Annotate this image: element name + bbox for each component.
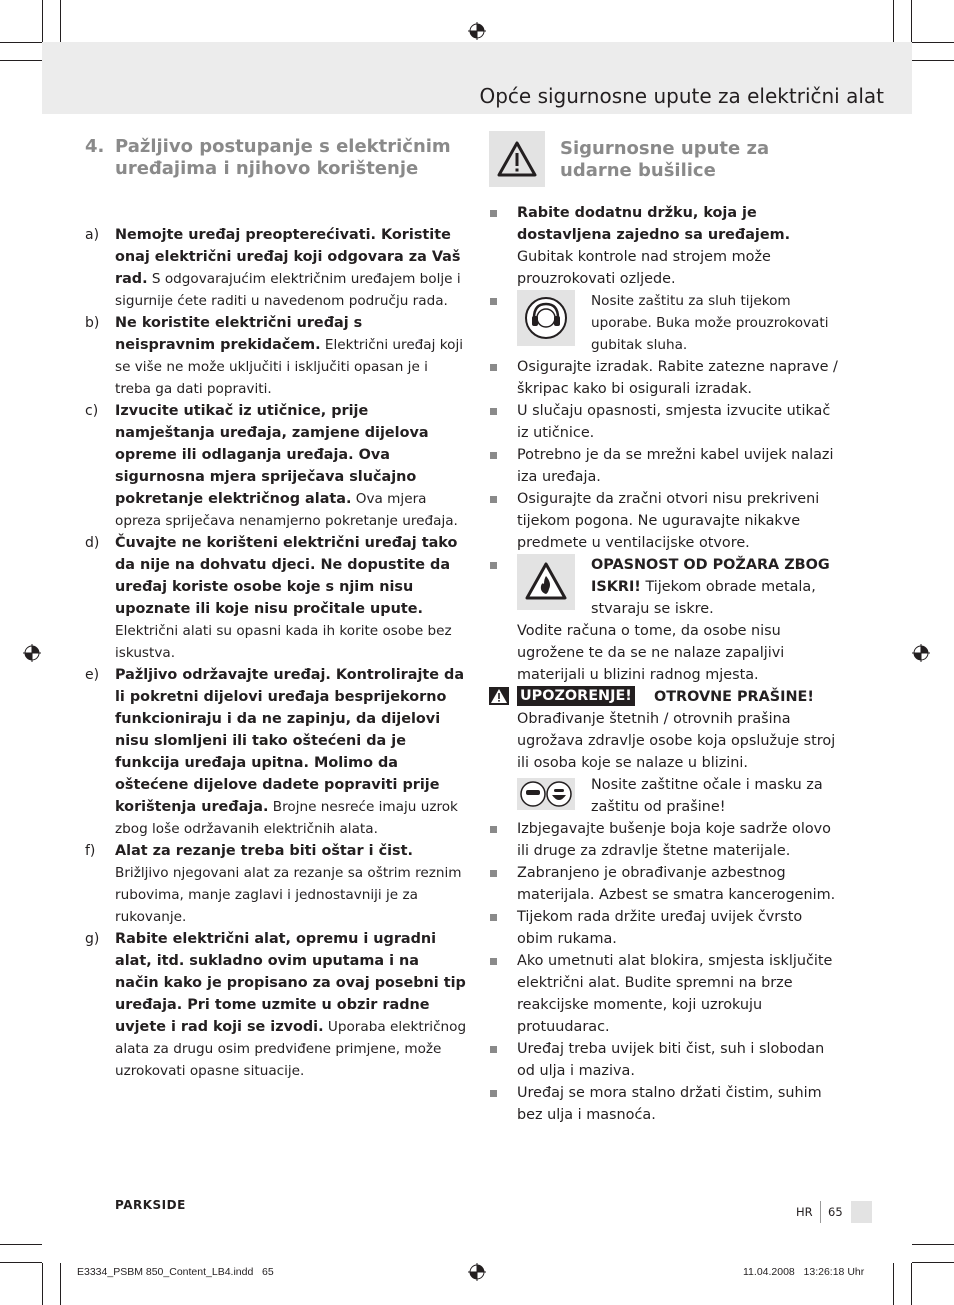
goggles-mask-icon bbox=[517, 778, 575, 810]
list-item bbox=[517, 818, 841, 862]
list-item bbox=[517, 202, 841, 290]
item-text: Nosite zaštitu za sluh tijekom uporabe. Buka može prouzrokovati gubitak sluha. bbox=[591, 293, 829, 353]
bullet-icon bbox=[490, 408, 497, 415]
list-item bbox=[517, 444, 841, 488]
registration-mark-icon bbox=[468, 22, 486, 40]
bullet-icon bbox=[490, 562, 497, 569]
crop-mark bbox=[893, 1263, 894, 1305]
list-item bbox=[517, 950, 841, 1038]
list-item bbox=[85, 928, 467, 1082]
warning-dust-row bbox=[517, 686, 841, 708]
fire-warning-detail: Tijekom obrade metala, stvaraju se iskre. bbox=[591, 579, 816, 617]
list-item bbox=[517, 862, 841, 906]
right-section-heading: Sigurnosne upute za udarne bušilice bbox=[560, 138, 770, 181]
paragraph: Vodite računa o tome, da osobe nisu ugrožene te da se ne nalaze zapaljivi materijali u blizini radnog mjesta. bbox=[517, 623, 785, 683]
crop-mark bbox=[911, 0, 912, 42]
item-bold-text: Alat za rezanje treba biti oštar i čist. bbox=[115, 843, 413, 859]
section-heading bbox=[85, 136, 465, 180]
warning-icon-box bbox=[489, 131, 545, 187]
item-text: Tijekom rada držite uređaj uvijek čvrsto obim rukama. bbox=[517, 909, 803, 947]
crop-mark bbox=[912, 42, 954, 43]
ear-protection-icon-box bbox=[517, 290, 575, 346]
item-bold-text: Čuvajte ne korišteni električni uređaj tako da nije na dohvatu djeci. Ne dopustite da uređaj koriste osobe koje s njim nisu upoznate ili koje nisu pročitale upute. bbox=[115, 535, 458, 617]
item-bold-text: Pažljivo održavajte uređaj. Kontrolirajte da li pokretni dijelovi uređaja besprijekorno funkcioniraju i da ne zapinju, da dijelovi nisu slomljeni ili tako oštećeni da je funkcija uređaja upitna. Molimo da oštećene dijelove dadete popraviti prije korištenja uređaja. bbox=[115, 667, 465, 815]
crop-mark bbox=[0, 60, 42, 61]
fire-warning-text bbox=[591, 554, 841, 620]
item-bold-text: Ne koristite električni uređaj s neispravnim prekidačem. bbox=[115, 315, 363, 353]
page-title: Opće sigurnosne upute za električni alat bbox=[479, 84, 884, 108]
list-item bbox=[85, 224, 467, 312]
crop-mark bbox=[60, 0, 61, 42]
crop-mark bbox=[912, 60, 954, 61]
list-item bbox=[85, 532, 467, 664]
item-text: Izbjegavajte bušenje boja koje sadrže olovo ili druge za zdravlje štetne materijale. bbox=[517, 821, 831, 859]
item-text: S odgovarajućim električnim uređajem bolje i sigurnije ćete raditi u navedenom području rada. bbox=[115, 271, 461, 309]
list-item bbox=[517, 554, 841, 620]
list-item bbox=[517, 290, 841, 356]
item-letter: f) bbox=[85, 843, 96, 859]
bullet-icon bbox=[490, 826, 497, 833]
bullet-icon bbox=[490, 1046, 497, 1053]
item-bold-text: Izvucite utikač iz utičnice, prije namještanja uređaja, zamjene dijelova opreme ili odlaganja uređaja. Ova sigurnosna mjera spriječava slučajno pokretanje električnog alata. bbox=[115, 403, 429, 507]
bullet-icon bbox=[490, 210, 497, 217]
crop-mark bbox=[42, 0, 43, 42]
fire-hazard-icon-box bbox=[517, 554, 575, 610]
item-bold-text: Rabite električni alat, opremu i ugradni alat, itd. sukladno ovim uputama i na način kako je propisano za ovaj posebni tip uređaja. Pri tome uzmite u obzir radne uvjete i rad koji se izvodi. bbox=[115, 931, 466, 1035]
item-letter: d) bbox=[85, 535, 100, 551]
goggles-mask-icon-box bbox=[517, 778, 575, 810]
file-slug: E3334_PSBM 850_Content_LB4.indd 65 bbox=[77, 1266, 274, 1278]
crop-mark bbox=[0, 1244, 42, 1245]
item-text: Gubitak kontrole nad strojem može prouzrokovati ozljede. bbox=[517, 249, 771, 287]
fire-hazard-icon bbox=[517, 554, 575, 610]
ear-protection-icon bbox=[517, 290, 575, 346]
crop-mark bbox=[912, 1262, 954, 1263]
crop-mark bbox=[912, 1244, 954, 1245]
warning-triangle-icon bbox=[489, 131, 545, 187]
bullet-icon bbox=[490, 496, 497, 503]
language-code: HR bbox=[796, 1205, 813, 1219]
list-item bbox=[85, 840, 467, 928]
item-text: Ova mjera opreza spriječava nenamjerno pokretanje uređaja. bbox=[115, 491, 458, 529]
item-text: Električni alati su opasni kada ih korite osobe bez iskustva. bbox=[115, 623, 452, 661]
warning-triangle-icon bbox=[489, 687, 509, 705]
list-item bbox=[517, 1038, 841, 1082]
footer-tab bbox=[851, 1201, 872, 1223]
list-item bbox=[517, 400, 841, 444]
fire-warning-bold: OPASNOST OD POŽARA ZBOG ISKRI! bbox=[591, 557, 830, 595]
list-item bbox=[517, 774, 841, 818]
crop-mark bbox=[42, 1263, 43, 1305]
footer-divider bbox=[820, 1201, 821, 1223]
bullet-icon bbox=[490, 298, 497, 305]
bullet-icon bbox=[490, 452, 497, 459]
date-slug: 11.04.2008 13:26:18 Uhr bbox=[743, 1266, 865, 1278]
item-text: Brojne nesreće imaju uzrok zbog loše održavanih električnih alata. bbox=[115, 799, 458, 837]
list-item bbox=[85, 664, 467, 840]
item-text: U slučaju opasnosti, smjesta izvucite utikač iz utičnice. bbox=[517, 403, 831, 441]
safety-list bbox=[85, 224, 467, 1082]
warning-label: UPOZORENJE! bbox=[517, 686, 635, 706]
bullet-icon bbox=[490, 914, 497, 921]
warning-title: OTROVNE PRAŠINE! bbox=[654, 689, 814, 705]
item-letter: a) bbox=[85, 227, 100, 243]
item-bold-text: Nemojte uređaj preopterećivati. Koristite onaj električni uređaj koji odgovara za Vaš rad. bbox=[115, 227, 461, 287]
bullet-icon bbox=[490, 958, 497, 965]
bullet-icon bbox=[490, 1090, 497, 1097]
item-text: Uređaj se mora stalno držati čistim, suhim bez ulja i masnoća. bbox=[517, 1085, 822, 1123]
crop-mark bbox=[893, 0, 894, 42]
item-text: Potrebno je da se mrežni kabel uvijek nalazi iza uređaja. bbox=[517, 447, 834, 485]
drill-safety-list bbox=[517, 202, 841, 1126]
list-item bbox=[517, 906, 841, 950]
item-letter: c) bbox=[85, 403, 99, 419]
item-text: Uređaj treba uvijek biti čist, suh i slobodan od ulja i maziva. bbox=[517, 1041, 825, 1079]
item-bold-text: Rabite dodatnu držku, koja je dostavljena zajedno sa uređajem. bbox=[517, 205, 791, 243]
item-letter: b) bbox=[85, 315, 100, 331]
registration-mark-icon bbox=[23, 644, 41, 662]
item-text: Osigurajte da zračni otvori nisu prekriveni tijekom pogona. Ne uguravajte nikakve predmete u ventilacijske otvore. bbox=[517, 491, 820, 551]
registration-mark-icon bbox=[468, 1263, 486, 1281]
item-text: Nosite zaštitne očale i masku za zaštitu od prašine! bbox=[591, 777, 823, 815]
brand-logo: PARKSIDE bbox=[115, 1198, 186, 1212]
page-number: 65 bbox=[828, 1205, 843, 1219]
bullet-icon bbox=[490, 364, 497, 371]
list-item bbox=[517, 356, 841, 400]
paragraph: Obrađivanje štetnih / otrovnih prašina ugrožava zdravlje osobe koja opslužuje stroj ili osoba koje se nalaze u blizini. bbox=[517, 711, 836, 771]
list-item bbox=[517, 488, 841, 554]
item-text: Brižljivo njegovani alat za rezanje sa oštrim reznim rubovima, manje zaglavi i jednostavniji je za rukovanje. bbox=[115, 865, 462, 925]
item-letter: e) bbox=[85, 667, 100, 683]
crop-mark bbox=[60, 1263, 61, 1305]
item-text: Osigurajte izradak. Rabite zatezne naprave / škripac kako bi osigurali izradak. bbox=[517, 359, 838, 397]
section-number: 4. bbox=[85, 136, 105, 157]
registration-mark-icon bbox=[912, 644, 930, 662]
bullet-icon bbox=[490, 870, 497, 877]
list-item bbox=[517, 1082, 841, 1126]
list-item bbox=[85, 312, 467, 400]
item-letter: g) bbox=[85, 931, 100, 947]
section-heading-text: Pažljivo postupanje s električnim uređajima i njihovo korištenje bbox=[115, 136, 451, 179]
item-text: Uporaba električnog alata za drugu osim predviđene primjene, može uzrokovati opasne situacije. bbox=[115, 1019, 467, 1079]
list-item bbox=[85, 400, 467, 532]
crop-mark bbox=[911, 1263, 912, 1305]
item-text: Električni uređaj koji se više ne može uključiti i isključiti opasan je i treba ga dati popraviti. bbox=[115, 337, 463, 397]
crop-mark bbox=[0, 42, 42, 43]
crop-mark bbox=[0, 1262, 42, 1263]
item-text: Zabranjeno je obrađivanje azbestnog materijala. Azbest se smatra kancerogenim. bbox=[517, 865, 836, 903]
item-text: Ako umetnuti alat blokira, smjesta isključite električni alat. Budite spremni na brze reakcijske momente, koji uzrokuju protuudarac. bbox=[517, 953, 833, 1035]
